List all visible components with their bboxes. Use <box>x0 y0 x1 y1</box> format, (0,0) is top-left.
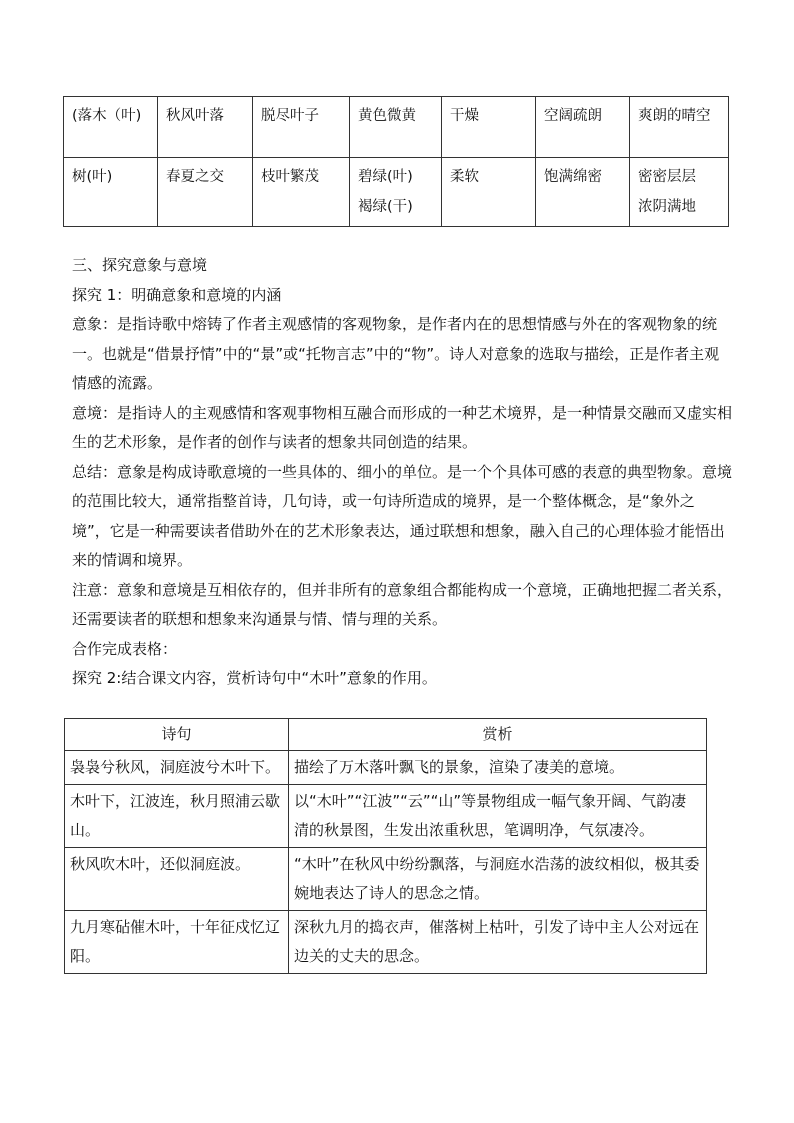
table-row <box>64 158 729 227</box>
table-cell: 柔软 <box>442 158 536 227</box>
column-header-verse: 诗句 <box>65 719 289 751</box>
table-cell: 密密层层 浓阴满地 <box>630 158 729 227</box>
analysis-cell: 描绘了万木落叶飘飞的景象，渲染了凄美的意境。 <box>289 751 707 785</box>
table-cell: 爽朗的晴空 <box>630 97 729 158</box>
table-cell: 黄色微黄 <box>350 97 442 158</box>
table-cell: 碧绿(叶) 褐绿(干) <box>350 158 442 227</box>
table-cell: 饱满绵密 <box>536 158 630 227</box>
table-row <box>64 97 729 158</box>
analysis-cell: “木叶”在秋风中纷纷飘落，与洞庭水浩荡的波纹相似，极其委婉地表达了诗人的思念之情。 <box>289 848 707 911</box>
section-heading: 三、探究意象与意境 <box>72 256 208 274</box>
yijing-definition: 意境：是指诗人的主观感情和客观事物相互融合而形成的一种艺术境界，是一种情景交融而又虚实相生的艺术形象，是作者的创作与读者的想象共同创造的结果。 <box>72 403 733 451</box>
yixiang-definition: 意象：是指诗歌中熔铸了作者主观感情的客观物象，是作者内在的思想情感与外在的客观物象的统一。也就是“借景抒情”中的“景”或“托物言志”中的“物”。诗人对意象的选取与描绘，正是作者主观情感的流露。 <box>72 315 720 392</box>
table-header-row <box>65 719 707 751</box>
summary-paragraph: 总结：意象是构成诗歌意境的一些具体的、细小的单位。是一个个具体可感的表意的典型物象。意境的范围比较大，通常指整首诗，几句诗，或一句诗所造成的境界，是一个整体概念，是“象外之境”，它是一种需要读者借助外在的艺术形象表达，通过联想和想象，融入自己的心理体验才能悟出来的情调和境界。 <box>72 462 733 569</box>
verse-cell: 九月寒砧催木叶，十年征戍忆辽阳。 <box>65 911 289 974</box>
table-row <box>65 911 707 974</box>
table-cell: 春夏之交 <box>158 158 253 227</box>
table-cell: 树(叶) <box>64 158 158 227</box>
verse-cell: 袅袅兮秋风，洞庭波兮木叶下。 <box>65 751 289 785</box>
column-header-analysis: 赏析 <box>289 719 707 751</box>
section-body <box>72 251 732 694</box>
note-paragraph: 注意：意象和意境是互相依存的，但并非所有的意象组合都能构成一个意境，正确地把握二者关系，还需要读者的联想和想象来沟通景与情、情与理的关系。 <box>72 580 733 628</box>
analysis-cell: 深秋九月的捣衣声，催落树上枯叶，引发了诗中主人公对远在边关的丈夫的思念。 <box>289 911 707 974</box>
cooperate-label: 合作完成表格： <box>72 639 178 658</box>
table-row <box>65 785 707 848</box>
table-cell: 秋风叶落 <box>158 97 253 158</box>
table-cell: 空阔疏朗 <box>536 97 630 158</box>
verse-cell: 秋风吹木叶，还似洞庭波。 <box>65 848 289 911</box>
table-cell: 枝叶繁茂 <box>253 158 350 227</box>
explore-1-title: 探究 1：明确意象和意境的内涵 <box>72 285 282 304</box>
verse-cell: 木叶下，江波连，秋月照浦云歇山。 <box>65 785 289 848</box>
appreciation-table <box>64 718 707 974</box>
table-row <box>65 848 707 911</box>
table-row <box>65 751 707 785</box>
table-cell: (落木（叶) <box>64 97 158 158</box>
table-cell: 干燥 <box>442 97 536 158</box>
explore-2-title: 探究 2:结合课文内容，赏析诗句中“木叶”意象的作用。 <box>72 669 437 687</box>
table-cell: 脱尽叶子 <box>253 97 350 158</box>
analysis-cell: 以“木叶”“江波”“云”“山”等景物组成一幅气象开阔、气韵凄清的秋景图，生发出浓重秋思，笔调明净，气氛凄冷。 <box>289 785 707 848</box>
leaf-comparison-table <box>63 96 729 227</box>
